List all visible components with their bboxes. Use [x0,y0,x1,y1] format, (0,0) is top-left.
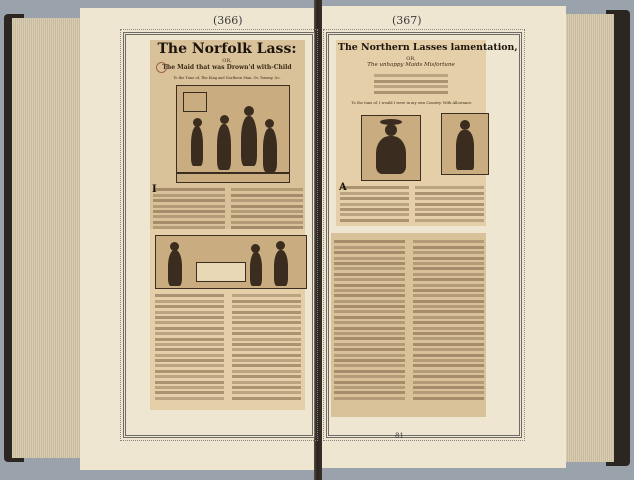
left-ballad-or: OR, [222,58,232,64]
page-edges-left [12,18,82,458]
right-verse-block-2 [334,238,484,414]
left-verse-block-1 [153,186,303,228]
left-verse-block-2 [155,292,301,404]
page-edges-right [560,14,614,462]
left-page-number: (366) [213,14,243,27]
right-ballad-tune: To the tune of, I would I were in my own Country. With Allowance. [351,101,473,105]
right-dropcap: A [339,182,347,193]
right-intro-lines [374,72,448,92]
left-dropcap: I [152,184,157,195]
left-ballad-title: The Norfolk Lass: [157,41,297,57]
left-ballad-subtitle: The Maid that was Drown'd with-Child [162,64,292,71]
book-gutter [314,0,322,480]
left-woodcut-scene [176,85,290,183]
right-woodcut-seated-figure [361,115,421,181]
right-ballad-title: The Northern Lasses lamentation, [338,42,518,53]
left-ballad-tune: To the Tune of, The King and Northern Man. Or, Tommy, &c. [173,76,281,80]
library-stamp [156,62,167,73]
right-ballad-subtitle: The unhappy Maids Misfortune [367,62,455,68]
right-ballad-or: OR, [406,56,416,62]
right-page-number: (367) [392,14,422,27]
left-woodcut-figures [155,235,307,289]
right-woodcut-lady [441,113,489,175]
footer-mark: 81 [395,432,404,440]
right-verse-block-1 [340,184,484,222]
